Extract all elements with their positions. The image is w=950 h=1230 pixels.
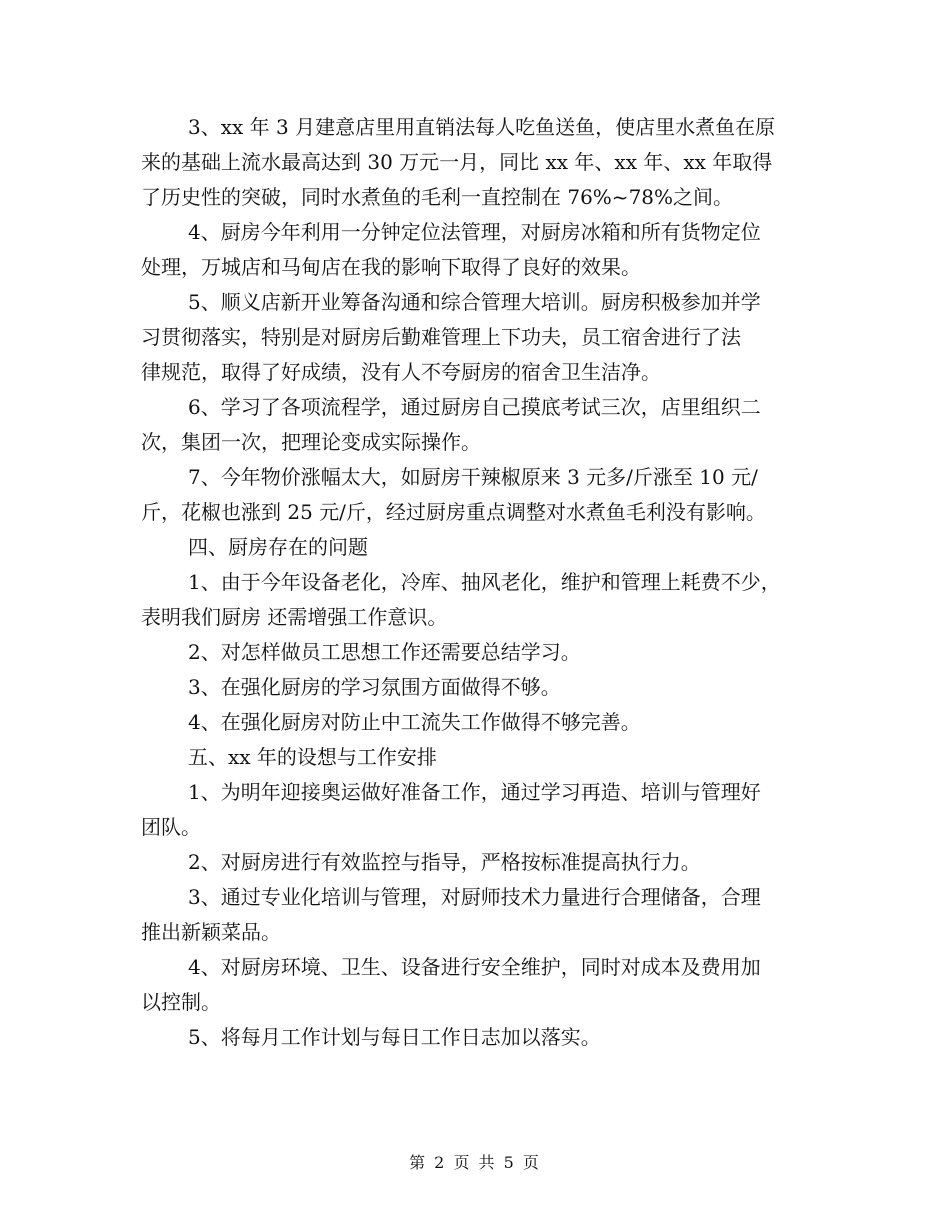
text-line: 团队。 [141,815,201,839]
text-line: 律规范，取得了好成绩，没有人不夸厨房的宿舍卫生洁净。 [141,360,661,384]
text-line: 来的基础上流水最高达到 30 万元一月，同比 xx 年、xx 年、xx 年取得 [141,150,773,174]
text-line: 以控制。 [141,990,221,1014]
text-line: 2、对厨房进行有效监控与指导，严格按标准提高执行力。 [188,850,701,874]
text-line: 6、学习了各项流程学，通过厨房自己摸底考试三次，店里组织二 [188,395,761,419]
text-line: 3、在强化厨房的学习氛围方面做得不够。 [188,675,561,699]
text-line: 1、为明年迎接奥运做好准备工作，通过学习再造、培训与管理好 [188,780,761,804]
text-line: 习贯彻落实，特别是对厨房后勤难管理上下功夫，员工宿舍进行了法 [141,325,741,349]
text-line: 4、在强化厨房对防止中工流失工作做得不够完善。 [188,710,641,734]
section-heading: 四、厨房存在的问题 [188,535,368,559]
text-line: 了历史性的突破，同时水煮鱼的毛利一直控制在 76%~78%之间。 [141,185,734,209]
text-line: 4、厨房今年利用一分钟定位法管理，对厨房冰箱和所有货物定位 [188,220,761,244]
text-line: 表明我们厨房 还需增强工作意识。 [141,605,448,629]
text-line: 3、通过专业化培训与管理，对厨师技术力量进行合理储备，合理 [188,885,761,909]
text-line: 7、今年物价涨幅太大，如厨房干辣椒原来 3 元多/斤涨至 10 元/ [188,465,758,489]
text-line: 2、对怎样做员工思想工作还需要总结学习。 [188,640,581,664]
page-number-footer: 第 2 页 共 5 页 [409,1153,541,1172]
text-line: 5、将每月工作计划与每日工作日志加以落实。 [188,1025,601,1049]
text-line: 处理，万城店和马甸店在我的影响下取得了良好的效果。 [141,255,641,279]
document-body [141,110,811,1055]
text-line: 1、由于今年设备老化，冷库、抽风老化，维护和管理上耗费不少， [188,570,781,594]
text-line: 5、顺义店新开业筹备沟通和综合管理大培训。厨房积极参加并学 [188,290,761,314]
text-line: 斤，花椒也涨到 25 元/斤，经过厨房重点调整对水煮鱼毛利没有影响。 [141,500,766,524]
section-heading: 五、xx 年的设想与工作安排 [188,745,437,769]
text-line: 4、对厨房环境、卫生、设备进行安全维护，同时对成本及费用加 [188,955,761,979]
text-line: 推出新颖菜品。 [141,920,281,944]
text-line: 次，集团一次，把理论变成实际操作。 [141,430,481,454]
text-line: 3、xx 年 3 月建意店里用直销法每人吃鱼送鱼，使店里水煮鱼在原 [188,115,776,139]
